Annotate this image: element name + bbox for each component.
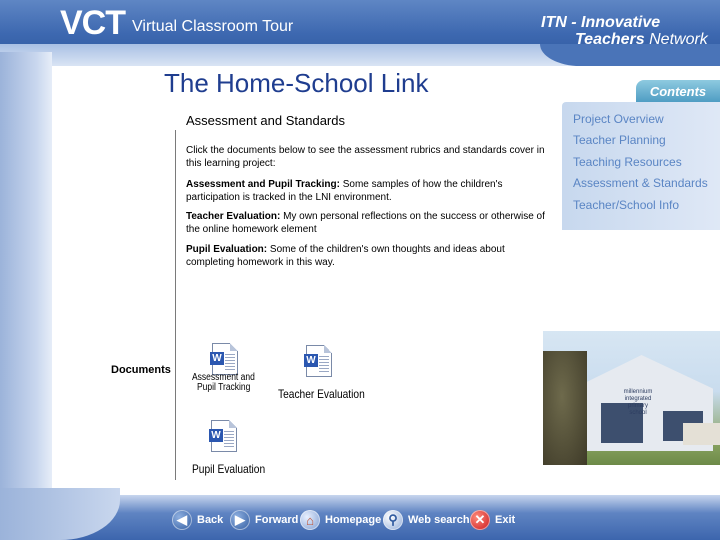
- web-search-button[interactable]: [383, 508, 470, 532]
- entry-text: Some samples of how the children's participation is tracked in the LNI environment.: [186, 179, 503, 203]
- doc-caption: Pupil Evaluation: [192, 462, 266, 476]
- word-document-icon: [211, 420, 237, 452]
- entry-teacher-evaluation: [186, 210, 546, 236]
- tree: [543, 351, 587, 465]
- menu-item-assessment-standards[interactable]: Assessment & Standards: [573, 176, 708, 190]
- close-x-icon: ✕: [470, 510, 490, 530]
- sign-line: primary: [627, 403, 648, 409]
- magnifier-icon: ⚲: [383, 510, 403, 530]
- itn-brand-network: Network: [649, 31, 708, 48]
- word-document-icon: [212, 343, 238, 375]
- page-title: The Home-School Link: [164, 68, 429, 98]
- doc-assessment-tracking[interactable]: [192, 343, 262, 393]
- back-button[interactable]: [172, 508, 223, 532]
- arrow-left-icon: ◀: [172, 510, 192, 530]
- vct-logo: VCT: [60, 4, 125, 42]
- sign-line: integrated: [624, 396, 652, 402]
- arrow-right-icon: ▶: [230, 510, 250, 530]
- word-document-icon: [306, 345, 332, 377]
- forward-button[interactable]: [230, 508, 298, 532]
- school-wall: [683, 423, 720, 445]
- itn-brand-line2: [575, 31, 708, 49]
- exit-label: Exit: [495, 514, 516, 526]
- back-label: Back: [197, 514, 224, 526]
- intro-text: Click the documents below to see the assessment rubrics and standards cover in this learning project:: [186, 145, 545, 169]
- menu-item-teaching-resources[interactable]: Teaching Resources: [573, 155, 682, 169]
- doc-caption: Assessment and: [192, 372, 255, 383]
- itn-brand-teachers: Teachers: [575, 31, 645, 48]
- doc-teacher-evaluation[interactable]: [277, 345, 367, 401]
- entry-assessment-tracking: [186, 178, 546, 204]
- sign-line: millennium: [623, 389, 653, 395]
- vct-subtitle: Virtual Classroom Tour: [132, 18, 294, 35]
- exit-button[interactable]: [470, 508, 515, 532]
- school-sign: [621, 389, 655, 417]
- word-logo-icon: W: [304, 354, 318, 367]
- house-icon: ⌂: [300, 510, 320, 530]
- forward-label: Forward: [255, 514, 299, 526]
- homepage-label: Homepage: [325, 514, 382, 526]
- documents-label: Documents: [111, 364, 171, 376]
- section-title: Assessment and Standards: [186, 113, 345, 128]
- entry-text: My own personal reflections on the success or otherwise of the online homework element: [186, 211, 545, 235]
- entry-pupil-evaluation: [186, 243, 546, 269]
- word-logo-icon: W: [210, 352, 224, 365]
- doc-caption: Teacher Evaluation: [278, 387, 365, 401]
- sign-line: school: [629, 410, 647, 416]
- doc-pupil-evaluation[interactable]: [191, 420, 271, 476]
- entry-title: Teacher Evaluation:: [186, 211, 281, 222]
- web-search-label: Web search: [408, 514, 470, 526]
- doc-caption: Pupil Tracking: [197, 382, 251, 393]
- word-logo-icon: W: [209, 429, 223, 442]
- school-photo: [543, 331, 720, 465]
- menu-item-project-overview[interactable]: Project Overview: [573, 112, 664, 126]
- homepage-button[interactable]: [300, 508, 381, 532]
- menu-item-teacher-school-info[interactable]: Teacher/School Info: [573, 198, 680, 212]
- content-divider: [175, 130, 176, 480]
- entry-title: Assessment and Pupil Tracking:: [186, 179, 340, 190]
- contents-tab: Contents: [636, 80, 720, 102]
- entry-text: Some of the children's own thoughts and ideas about completing homework in this way.: [186, 244, 505, 268]
- menu-item-teacher-planning[interactable]: Teacher Planning: [573, 133, 666, 147]
- entry-title: Pupil Evaluation:: [186, 244, 268, 255]
- left-decor-stripe: [0, 52, 52, 512]
- itn-brand-line1: ITN - Innovative: [541, 14, 661, 31]
